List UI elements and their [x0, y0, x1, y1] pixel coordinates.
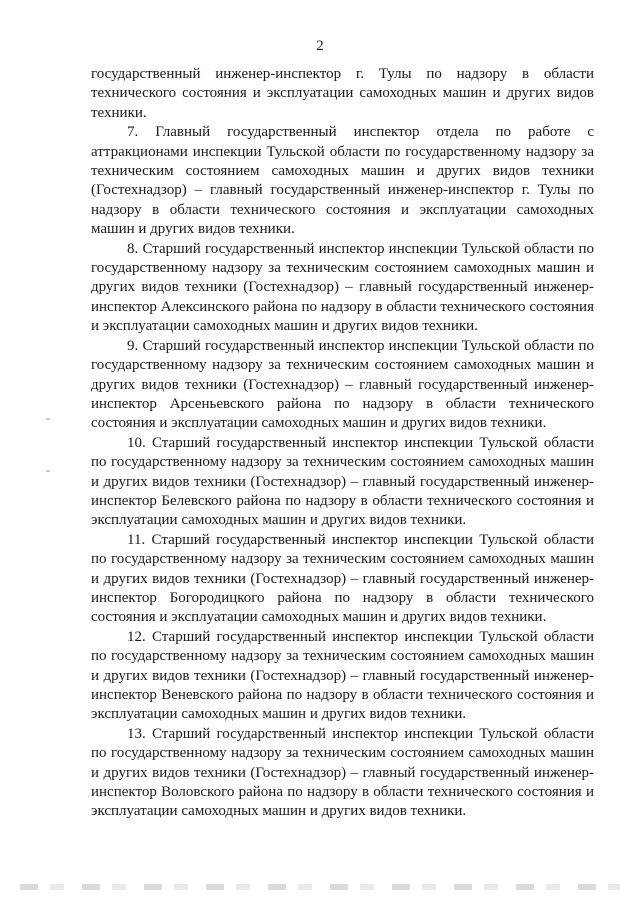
paragraph-item-8: 8. Старший государственный инспектор инспекции Тульской области по государственному надзору за техническим состоянием самоходных машин и других видов техники (Гостехнадзор) – главный государственный инженер-инспектор Алексинского района по надзору в области технического состояния и эксплуатации самоходных машин и других видов техники. — [91, 240, 594, 335]
document-body — [91, 65, 594, 822]
paragraph-item-11: 11. Старший государственный инспектор инспекции Тульской области по государственному надзору за техническим состоянием самоходных машин и других видов техники (Гостехнадзор) – главный государственный инженер-инспектор Богородицкого района по надзору в области технического состояния и эксплуатации самоходных машин и других видов техники. — [91, 531, 594, 626]
paragraph-item-7: 7. Главный государственный инспектор отдела по работе с аттракционами инспекции Тульской области по государственному надзору за техническим состоянием самоходных машин и других видов техники (Гостехнадзор) – главный государственный инженер-инспектор г. Тулы по надзору в области технического состояния и эксплуатации самоходных машин и других видов техники. — [91, 124, 594, 238]
paragraph-continuation: государственный инженер-инспектор г. Тулы по надзору в области технического состояния и эксплуатации самоходных машин и других видов техники. — [91, 66, 594, 121]
paragraph-item-13: 13. Старший государственный инспектор инспекции Тульской области по государственному надзору за техническим состоянием самоходных машин и других видов техники (Гостехнадзор) – главный государственный инженер-инспектор Воловского района по надзору в области технического состояния и эксплуатации самоходных машин и других видов техники. — [91, 725, 594, 820]
paragraph-item-9: 9. Старший государственный инспектор инспекции Тульской области по государственному надзору за техническим состоянием самоходных машин и других видов техники (Гостехнадзор) – главный государственный инженер-инспектор Арсеньевского района по надзору в области технического состояния и эксплуатации самоходных машин и других видов техники. — [91, 337, 594, 432]
scan-mark — [46, 470, 50, 472]
scan-artifact-strip — [20, 884, 620, 890]
page-number: 2 — [316, 38, 324, 54]
scan-mark — [46, 418, 50, 420]
paragraph-item-12: 12. Старший государственный инспектор инспекции Тульской области по государственному надзору за техническим состоянием самоходных машин и других видов техники (Гостехнадзор) – главный государственный инженер-инспектор Веневского района по надзору в области технического состояния и эксплуатации самоходных машин и других видов техники. — [91, 628, 594, 723]
paragraph-item-10: 10. Старший государственный инспектор инспекции Тульской области по государственному надзору за техническим состоянием самоходных машин и других видов техники (Гостехнадзор) – главный государственный инженер-инспектор Белевского района по надзору в области технического состояния и эксплуатации самоходных машин и других видов техники. — [91, 434, 594, 529]
